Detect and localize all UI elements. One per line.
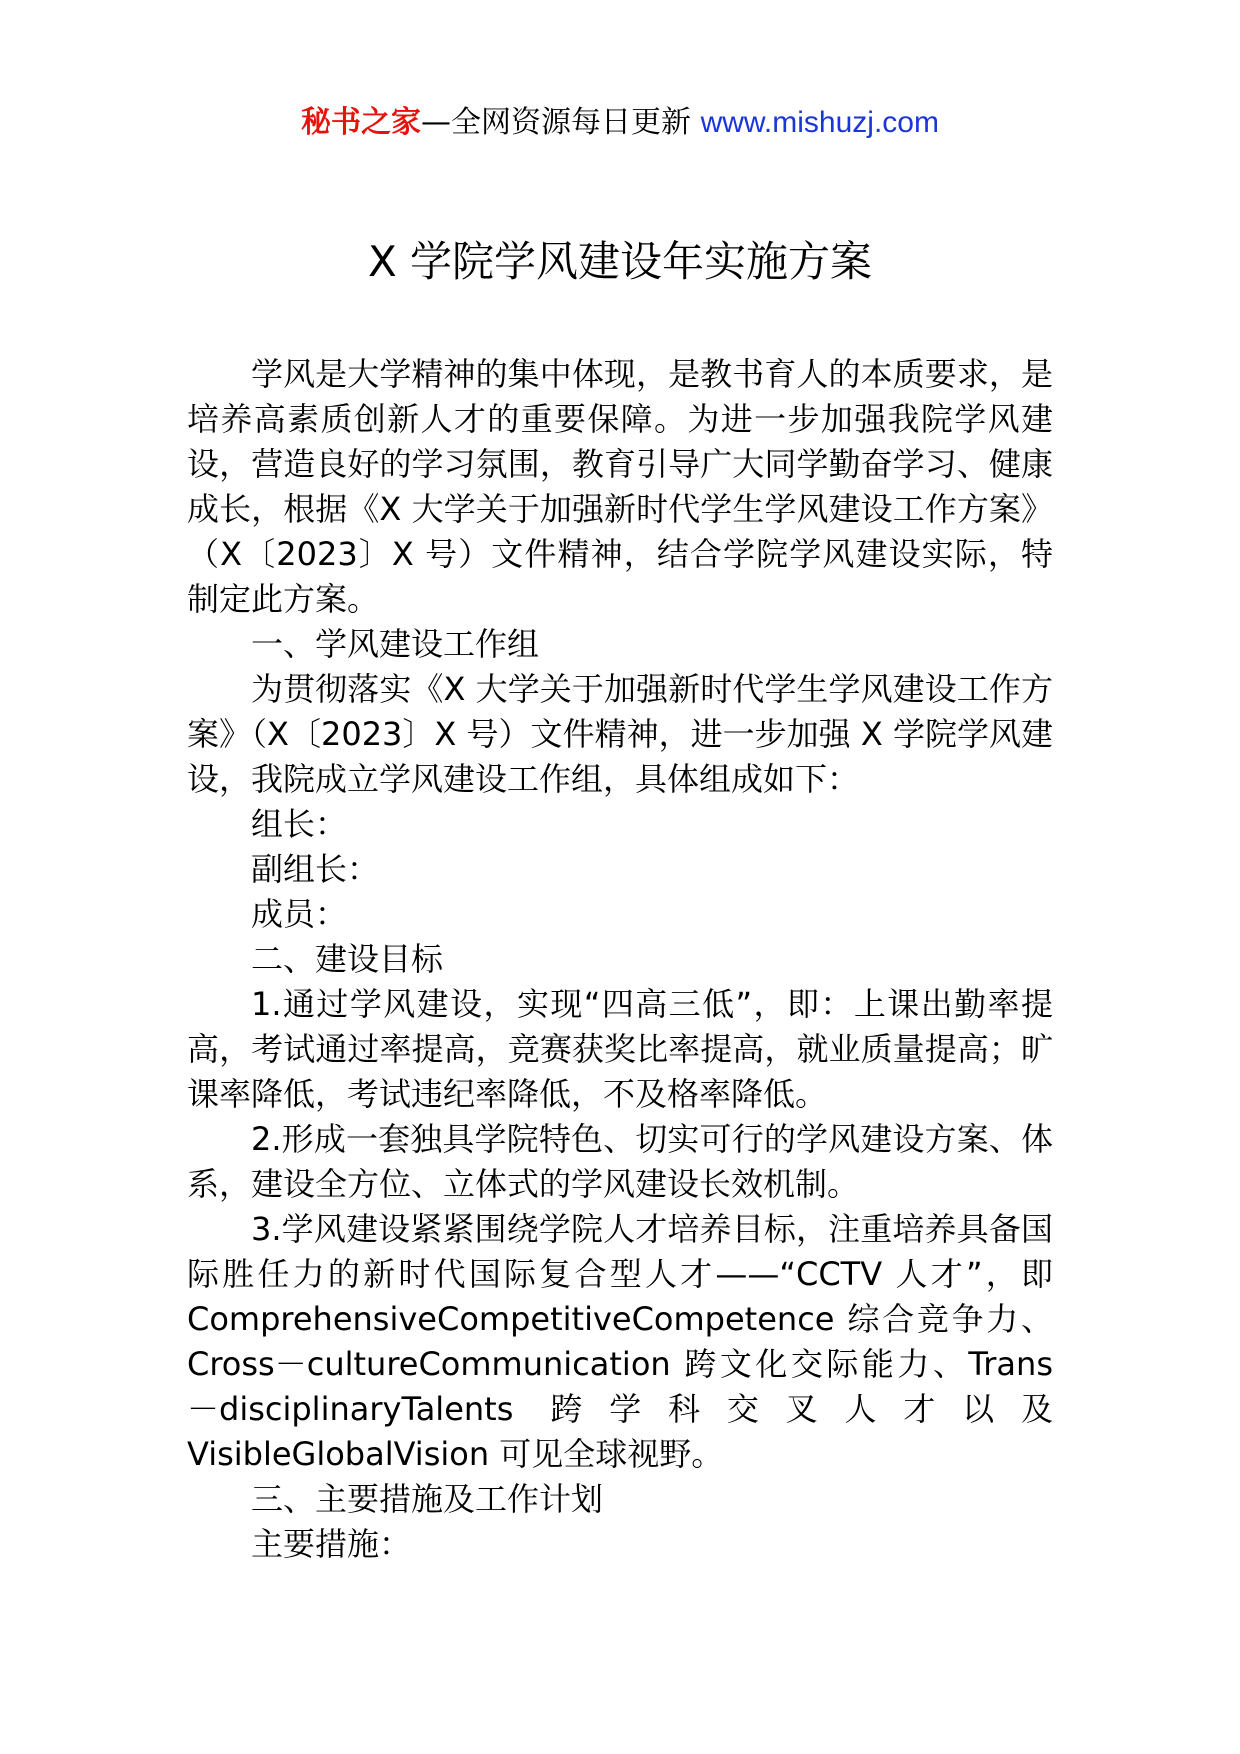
measures-label: 主要措施： [251, 1525, 412, 1563]
brand-name: 秘书之家 [301, 105, 422, 140]
document-title: X 学院学风建设年实施方案 [367, 237, 873, 286]
banner-slogan: —全网资源每日更新 [421, 105, 692, 140]
document-body [187, 352, 1053, 1567]
working-group-paragraph: 为贯彻落实《X 大学关于加强新时代学生学风建设工作方案》（X〔2023〕X 号）文件精神，进一步加强 X 学院学风建设，我院成立学风建设工作组，具体组成如下： [187, 670, 1053, 798]
site-url-link[interactable]: www.mishuzj.com [700, 106, 939, 139]
goal-item-1: 1.通过学风建设，实现“四高三低”，即：上课出勤率提高，考试通过率提高，竞赛获奖比率提高，就业质量提高；旷课率降低，考试违纪率降低，不及格率降低。 [187, 985, 1053, 1113]
site-banner [0, 98, 1240, 148]
intro-paragraph: 学风是大学精神的集中体现，是教书育人的本质要求，是培养高素质创新人才的重要保障。为进一步加强我院学风建设，营造良好的学习氛围，教育引导广大同学勤奋学习、健康成长，根据《X 大学关于加强新时代学生学风建设工作方案》（X〔2023〕X 号）文件精神，结合学院学风建设实际，特制定此方案。 [187, 355, 1053, 618]
members-line: 成员： [251, 895, 348, 933]
goal-item-3: 3.学风建设紧紧围绕学院人才培养目标，注重培养具备国际胜任力的新时代国际复合型人才——“CCTV 人才”，即 ComprehensiveCompetitiveCompetence 综合竞争力、Cross－cultureCommunication 跨文化交际能力、Trans－disciplinaryTalents 跨学科交叉人才以及 VisibleGlobalVision 可见全球视野。 [187, 1210, 1053, 1473]
goal-item-2: 2.形成一套独具学院特色、切实可行的学风建设方案、体系，建设全方位、立体式的学风建设长效机制。 [187, 1120, 1053, 1203]
deputy-leader-line: 副组长： [251, 850, 380, 888]
section-heading-working-group: 一、学风建设工作组 [251, 625, 540, 663]
group-leader-line: 组长： [251, 805, 348, 843]
section-heading-goals: 二、建设目标 [251, 940, 444, 978]
section-heading-measures: 三、主要措施及工作计划 [251, 1480, 604, 1518]
